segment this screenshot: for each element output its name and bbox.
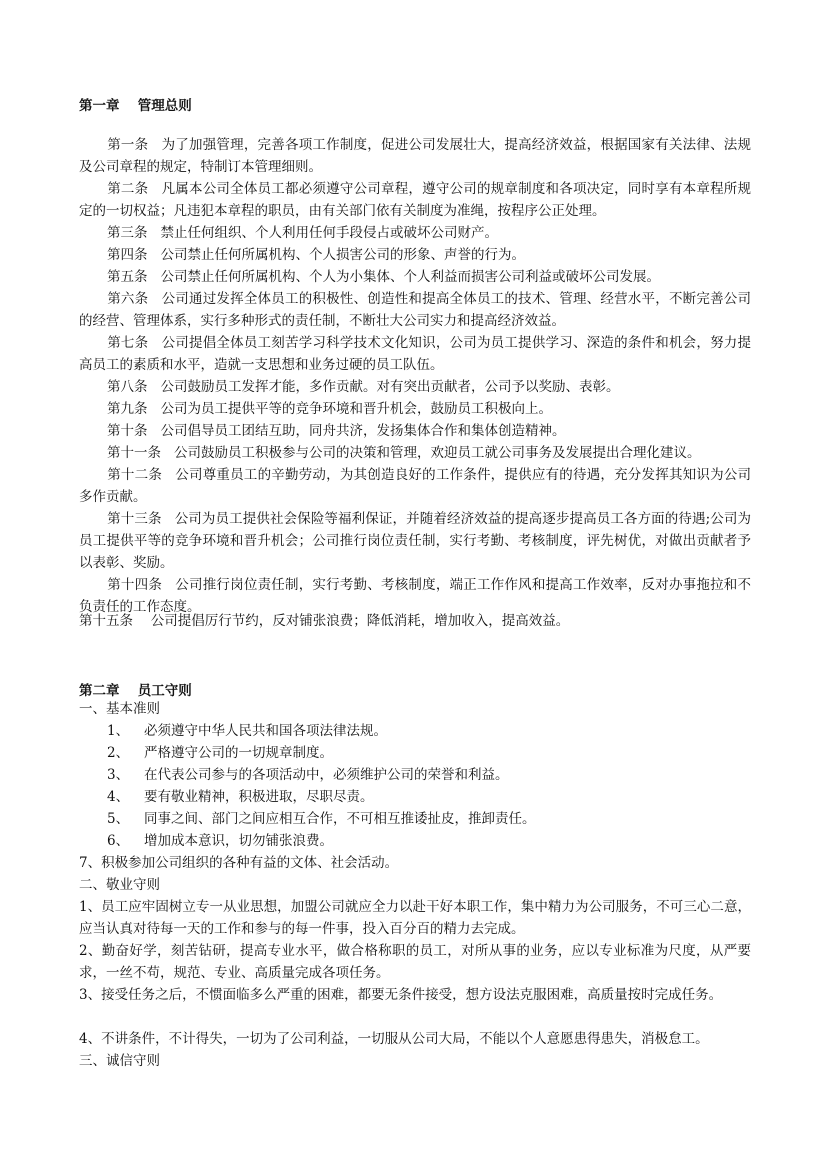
list-item bbox=[107, 764, 509, 786]
article-number: 第五条 bbox=[107, 269, 148, 285]
article-number: 第一条 bbox=[107, 137, 149, 153]
article-11 bbox=[79, 442, 751, 464]
list-text: 严格遵守公司的一切规章制度。 bbox=[144, 745, 333, 761]
dedication-rule-3: 3、接受任务之后，不惯面临多么严重的困难，都要无条件接受，想方设法克服困难，高质量按时完成任务。 bbox=[79, 987, 723, 1003]
list-number: 1、 bbox=[107, 723, 130, 739]
list-number: 2、 bbox=[107, 745, 130, 761]
list-number: 6、 bbox=[107, 833, 130, 849]
list-item bbox=[107, 830, 333, 852]
article-5 bbox=[79, 266, 751, 288]
chapter-2-title: 第二章 员工守则 bbox=[79, 683, 192, 699]
list-text: 增加成本意识，切勿铺张浪费。 bbox=[144, 833, 333, 849]
article-text: 公司为员工提供社会保险等福利保证，并随着经济效益的提高逐步提高员工各方面的待遇;公司为员工提供平等的竞争环境和晋升机会；公司推行岗位责任制，实行考勤、考核制度，评先树优，对做出贡献者予以表彰、奖励。 bbox=[79, 511, 751, 571]
article-text: 公司尊重员工的辛勤劳动，为其创造良好的工作条件，提供应有的待遇，充分发挥其知识为公司多作贡献。 bbox=[79, 467, 752, 505]
article-text: 禁止任何组织、个人利用任何手段侵占或破坏公司财产。 bbox=[160, 225, 498, 241]
dedication-rule-2: 2、勤奋好学，刻苦钻研，提高专业水平，做合格称职的员工，对所从事的业务，应以专业标准为尺度，从严要求，一丝不苟，规范、专业、高质量完成各项任务。 bbox=[79, 943, 751, 981]
list-text: 必须遵守中华人民共和国各项法律法规。 bbox=[144, 723, 387, 739]
article-4 bbox=[79, 244, 751, 266]
article-6 bbox=[79, 288, 751, 332]
list-number: 3、 bbox=[107, 767, 130, 783]
article-number: 第八条 bbox=[107, 379, 148, 395]
section-integrity-rules: 三、诚信守则 bbox=[79, 1053, 160, 1069]
article-number: 第十四条 bbox=[107, 577, 163, 593]
article-number: 第三条 bbox=[107, 225, 148, 241]
article-number: 第十条 bbox=[107, 423, 148, 439]
article-text: 公司提倡全体员工刻苦学习科学技术文化知识，公司为员工提供学习、深造的条件和机会，努力提高员工的素质和水平，造就一支思想和业务过硬的员工队伍。 bbox=[79, 335, 752, 373]
section-basic-rules: 一、基本准则 bbox=[79, 701, 160, 717]
list-item bbox=[107, 720, 387, 742]
article-text: 公司鼓励员工积极参与公司的决策和管理，欢迎员工就公司事务及发展提出合理化建议。 bbox=[174, 445, 701, 461]
list-text: 同事之间、部门之间应相互合作，不可相互推诿扯皮，推卸责任。 bbox=[144, 811, 536, 827]
list-number: 4、 bbox=[107, 789, 130, 805]
article-text: 公司禁止任何所属机构、个人损害公司的形象、声誉的行为。 bbox=[160, 247, 525, 263]
article-text: 公司为员工提供平等的竞争环境和晋升机会，鼓励员工积极向上。 bbox=[160, 401, 552, 417]
chapter-1-title: 第一章 管理总则 bbox=[79, 98, 192, 114]
article-13 bbox=[79, 508, 751, 574]
article-text: 公司通过发挥全体员工的积极性、创造性和提高全体员工的技术、管理、经营水平，不断完善公司的经营、管理体系，实行多种形式的责任制，不断壮大公司实力和提高经济效益。 bbox=[79, 291, 752, 329]
article-2 bbox=[79, 178, 751, 222]
article-7 bbox=[79, 332, 751, 376]
article-number: 第十一条 bbox=[107, 445, 161, 461]
list-number: 5、 bbox=[107, 811, 130, 827]
article-number: 第四条 bbox=[107, 247, 148, 263]
article-3 bbox=[79, 222, 751, 244]
list-item bbox=[107, 808, 536, 830]
article-text: 公司倡导员工团结互助，同舟共济，发扬集体合作和集体创造精神。 bbox=[160, 423, 566, 439]
article-number: 第二条 bbox=[107, 181, 149, 197]
article-8 bbox=[79, 376, 751, 398]
list-item bbox=[107, 786, 374, 808]
article-text: 为了加强管理，完善各项工作制度，促进公司发展壮大，提高经济效益，根据国家有关法律、法规及公司章程的规定，特制订本管理细则。 bbox=[79, 137, 752, 175]
dedication-rule-4: 4、不讲条件，不计得失，一切为了公司利益，一切服从公司大局，不能以个人意愿患得患失，消极怠工。 bbox=[79, 1031, 709, 1047]
section-dedication-rules: 二、敬业守则 bbox=[79, 877, 160, 893]
list-text: 在代表公司参与的各项活动中，必须维护公司的荣誉和利益。 bbox=[144, 767, 509, 783]
article-text: 公司禁止任何所属机构、个人为小集体、个人利益而损害公司利益或破坏公司发展。 bbox=[160, 269, 660, 285]
list-text: 要有敬业精神，积极进取，尽职尽责。 bbox=[144, 789, 374, 805]
article-10 bbox=[79, 420, 751, 442]
list-item bbox=[107, 742, 333, 764]
article-text: 公司推行岗位责任制，实行考勤、考核制度，端正工作作风和提高工作效率，反对办事拖拉和不负责任的工作态度。 bbox=[79, 577, 752, 615]
article-number: 第七条 bbox=[107, 335, 149, 351]
article-number: 第六条 bbox=[107, 291, 149, 307]
article-number: 第九条 bbox=[107, 401, 148, 417]
article-9 bbox=[79, 398, 751, 420]
article-1 bbox=[79, 134, 751, 178]
list-item-7: 7、积极参加公司组织的各种有益的文体、社会活动。 bbox=[79, 855, 399, 871]
article-text: 凡属本公司全体员工都必须遵守公司章程，遵守公司的规章制度和各项决定，同时享有本章程所规定的一切权益；凡违犯本章程的职员，由有关部门依有关制度为准绳，按程序公正处理。 bbox=[79, 181, 752, 219]
article-12 bbox=[79, 464, 751, 508]
dedication-rule-1: 1、员工应牢固树立专一从业思想，加盟公司就应全力以赴干好本职工作，集中精力为公司服务，不可三心二意，应当认真对待每一天的工作和参与的每一件事，投入百分百的精力去完成。 bbox=[79, 899, 751, 937]
article-number: 第十三条 bbox=[107, 511, 162, 527]
article-number: 第十二条 bbox=[107, 467, 163, 483]
article-15: 第十五条 公司提倡厉行节约，反对铺张浪费；降低消耗，增加收入，提高效益。 bbox=[79, 613, 570, 629]
article-text: 公司鼓励员工发挥才能，多作贡献。对有突出贡献者，公司予以奖励、表彰。 bbox=[160, 379, 620, 395]
